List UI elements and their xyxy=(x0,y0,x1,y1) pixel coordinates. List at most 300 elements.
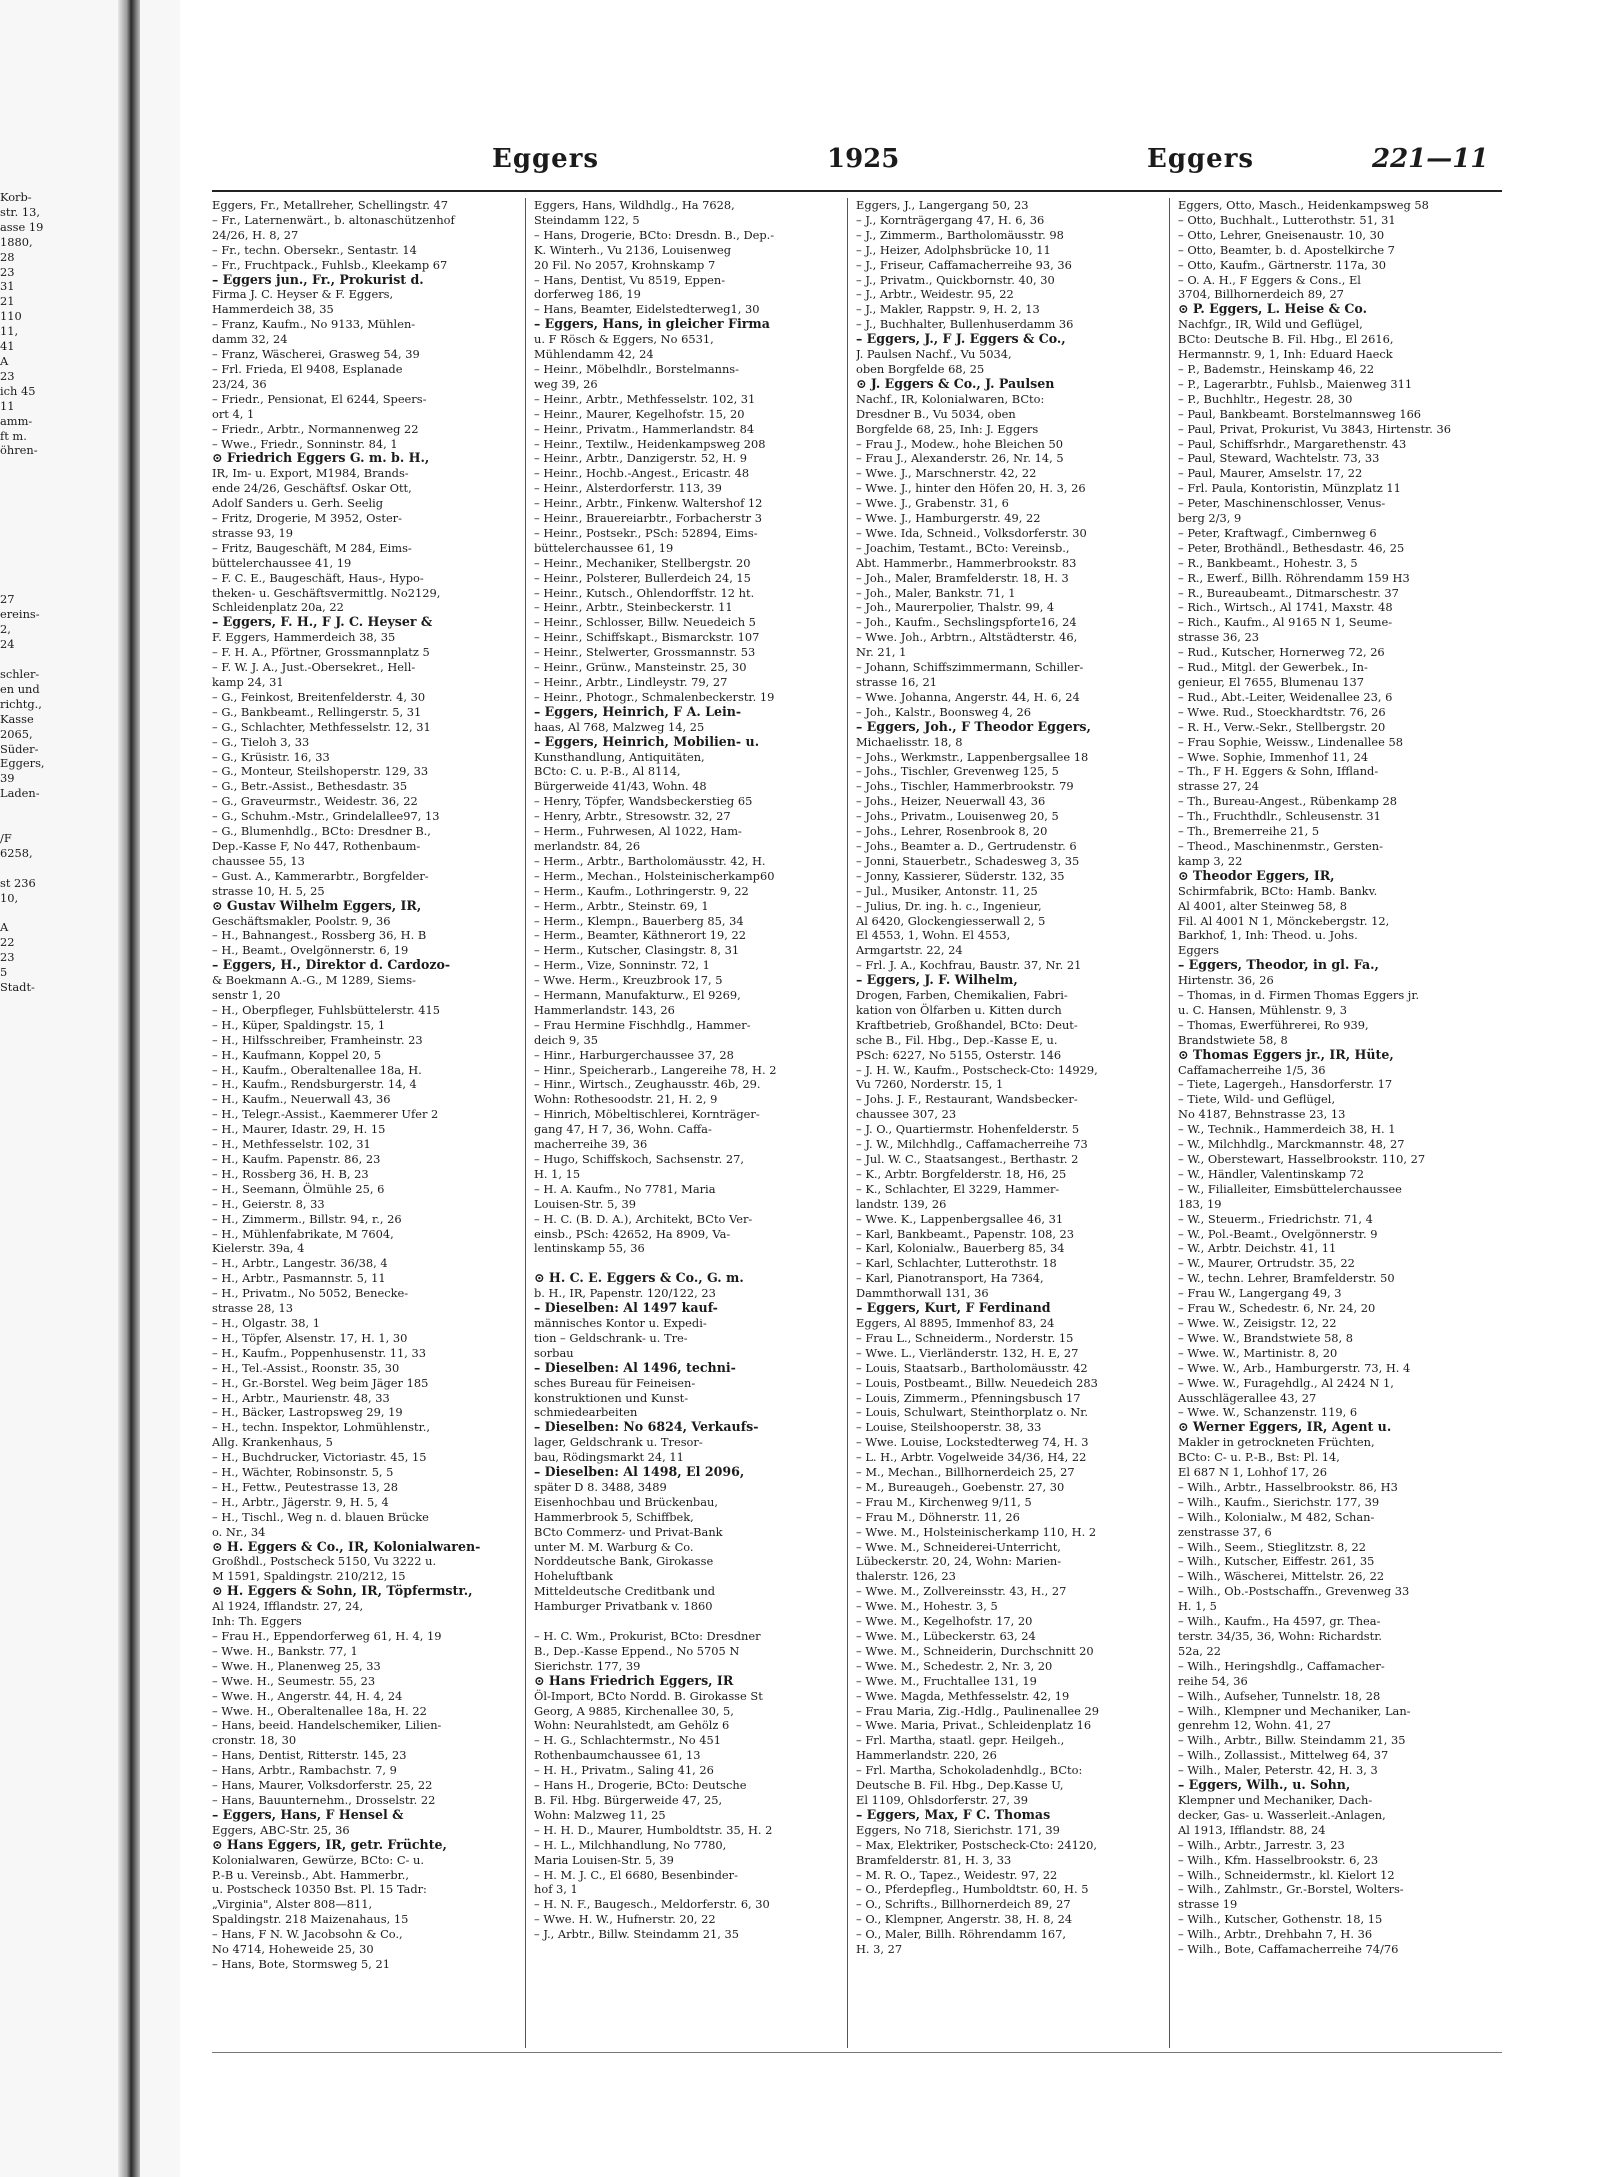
directory-entry: – Henry, Arbtr., Stresowstr. 32, 27 xyxy=(534,809,731,824)
directory-entry: – Joh., Maurerpolier, Thalstr. 99, 4 xyxy=(856,600,1055,615)
directory-entry: – F. H. A., Pförtner, Grossmannplatz 5 xyxy=(212,645,430,660)
directory-entry: Caffamacherreihe 1/5, 36 xyxy=(1178,1062,1326,1077)
directory-entry: – Heinr., Kutsch., Ohlendorffstr. 12 ht. xyxy=(534,585,755,600)
cut-entry xyxy=(0,458,95,473)
cut-entry: 10, xyxy=(0,890,19,905)
directory-entry: – Hugo, Schiffskoch, Sachsenstr. 27, xyxy=(534,1152,744,1166)
directory-entry: – Heinr., Textilw., Heidenkampsweg 208 xyxy=(534,436,766,451)
directory-entry: – Friedr., Arbtr., Normannenweg 22 xyxy=(212,421,419,436)
directory-columns xyxy=(212,198,1502,2048)
directory-entry: – G., Blumenhdlg., BCto: Dresdner B., xyxy=(212,824,431,839)
directory-entry: Eggers, Hans, Wildhdlg., Ha 7628, xyxy=(534,198,735,212)
directory-entry: Steindamm 122, 5 xyxy=(534,212,640,227)
directory-entry: weg 39, 26 xyxy=(534,376,598,391)
directory-entry: – Johs. J. F., Restaurant, Wandsbecker- xyxy=(856,1092,1078,1107)
directory-entry: Louisen-Str. 5, 39 xyxy=(534,1196,636,1211)
directory-entry: – Wilh., Kaufm., Ha 4597, gr. Thea- xyxy=(1178,1614,1381,1629)
directory-entry: senstr 1, 20 xyxy=(212,988,281,1003)
directory-entry: M 1591, Spaldingstr. 210/212, 15 xyxy=(212,1569,406,1584)
directory-entry: chaussee 55, 13 xyxy=(212,853,305,868)
directory-entry: – H., Arbtr., Pasmannstr. 5, 11 xyxy=(212,1271,386,1286)
directory-entry: Rothenbaumchaussee 61, 13 xyxy=(534,1748,701,1763)
directory-entry: – Wwe. W., Zeisigstr. 12, 22 xyxy=(1178,1315,1337,1330)
directory-entry: – Eggers, Wilh., u. Sohn, xyxy=(1178,1778,1351,1793)
directory-entry: – Frau J., Modew., hohe Bleichen 50 xyxy=(856,436,1063,451)
directory-entry: – Wwe. M., Fruchtallee 131, 19 xyxy=(856,1673,1037,1688)
directory-entry: – H., Telegr.-Assist., Kaemmerer Ufer 2 xyxy=(212,1107,439,1122)
directory-entry: – Eggers, Heinrich, Mobilien- u. xyxy=(534,734,760,749)
directory-entry: – Rud., Mitgl. der Gewerbek., In- xyxy=(1178,660,1368,675)
directory-entry: Eggers, ABC-Str. 25, 36 xyxy=(212,1822,350,1837)
cut-entry: 5 xyxy=(0,965,8,980)
cut-entry: 23 xyxy=(0,368,15,383)
directory-entry: Dammthorwall 131, 36 xyxy=(856,1286,989,1301)
directory-entry: – Joh., Kaufm., Sechslingspforte16, 24 xyxy=(856,615,1077,630)
cut-entry: 21 xyxy=(0,294,15,309)
directory-entry: – Johs., Heizer, Neuerwall 43, 36 xyxy=(856,794,1046,809)
directory-entry: – H., Tischl., Weg n. d. blauen Brücke xyxy=(212,1509,429,1524)
directory-entry: ⊙ Friedrich Eggers G. m. b. H., xyxy=(212,451,430,466)
directory-entry: – W., Oberstewart, Hasselbrookstr. 110, 27 xyxy=(1178,1152,1426,1166)
directory-entry: – H. L., Milchhandlung, No 7780, xyxy=(534,1837,727,1852)
cut-entry: 110 xyxy=(0,309,22,324)
directory-entry: – Paul, Privat, Prokurist, Vu 3843, Hirtenstr. 36 xyxy=(1178,421,1451,436)
directory-entry: – Th., F H. Eggers & Sohn, Iffland- xyxy=(1178,764,1379,779)
cut-entry xyxy=(0,578,95,593)
directory-entry: Nachfgr., IR, Wild und Geflügel, xyxy=(1178,317,1363,332)
directory-entry: – Wwe. H., Oberaltenallee 18a, H. 22 xyxy=(212,1703,427,1718)
cut-entry: amm- xyxy=(0,413,33,428)
directory-entry: – Wwe. Magda, Methfesselstr. 42, 19 xyxy=(856,1688,1070,1703)
directory-entry: – Heinr., Postsekr., PSch: 52894, Eims- xyxy=(534,525,758,540)
directory-entry: – J., Buchhalter, Bullenhuserdamm 36 xyxy=(856,317,1074,332)
directory-entry: strasse 10, H. 5, 25 xyxy=(212,883,325,898)
directory-entry: – Hinr., Harburgerchaussee 37, 28 xyxy=(534,1047,734,1062)
directory-entry: – Herm., Vize, Sonninstr. 72, 1 xyxy=(534,958,710,973)
directory-entry: – Wwe. J., hinter den Höfen 20, H. 3, 26 xyxy=(856,481,1086,496)
directory-entry: Hammerlandstr. 143, 26 xyxy=(534,1002,675,1017)
directory-entry: thalerstr. 126, 23 xyxy=(856,1569,956,1584)
directory-entry: Barkhof, 1, Inh: Theod. u. Johs. xyxy=(1178,928,1358,943)
directory-entry: – H., Küper, Spaldingstr. 15, 1 xyxy=(212,1017,386,1032)
directory-entry: Wohn: Rothesoodstr. 21, H. 2, 9 xyxy=(534,1092,718,1107)
directory-entry: – Eggers, J., F J. Eggers & Co., xyxy=(856,332,1066,347)
directory-entry: – Paul, Maurer, Amselstr. 17, 22 xyxy=(1178,466,1363,481)
directory-entry: B. Fil. Hbg. Bürgerweide 47, 25, xyxy=(534,1792,723,1807)
directory-entry: Hirtenstr. 36, 26 xyxy=(1178,973,1274,988)
directory-entry: – Wwe. J., Hamburgerstr. 49, 22 xyxy=(856,511,1041,526)
directory-entry: – Louis, Staatsarb., Bartholomäusstr. 42 xyxy=(856,1360,1088,1375)
directory-entry: – W., Milchhdlg., Marckmannstr. 48, 27 xyxy=(1178,1137,1405,1152)
cut-entry: 23 xyxy=(0,264,15,279)
directory-entry: – M., Mechan., Billhornerdeich 25, 27 xyxy=(856,1465,1075,1480)
directory-entry: – W., Händler, Valentinskamp 72 xyxy=(1178,1166,1365,1181)
directory-entry: ⊙ H. Eggers & Sohn, IR, Töpfermstr., xyxy=(212,1584,473,1599)
directory-entry: – Hans, Bote, Stormsweg 5, 21 xyxy=(212,1956,390,1971)
column-divider xyxy=(847,198,848,2048)
directory-entry: – Wwe. L., Vierländerstr. 132, H. E, 27 xyxy=(856,1345,1079,1360)
directory-entry: – Hinr., Speicherarb., Langereihe 78, H. 2 xyxy=(534,1062,777,1077)
directory-entry: – Paul, Schiffsrhdr., Margarethenstr. 43 xyxy=(1178,436,1407,451)
directory-entry: – Wilh., Maler, Peterstr. 42, H. 3, 3 xyxy=(1178,1763,1378,1778)
directory-entry: – Heinr., Arbtr., Lindleystr. 79, 27 xyxy=(534,675,728,689)
directory-entry: dorferweg 186, 19 xyxy=(534,287,641,302)
directory-entry: – Frau Hermine Fischhdlg., Hammer- xyxy=(534,1017,751,1032)
directory-entry: Brandstwiete 58, 8 xyxy=(1178,1032,1288,1047)
directory-entry: – Wwe. M., Schneiderei-Unterricht, xyxy=(856,1539,1061,1554)
directory-entry: – H., Kaufmann, Koppel 20, 5 xyxy=(212,1047,382,1062)
directory-entry: – Frau L., Schneiderm., Norderstr. 15 xyxy=(856,1330,1074,1345)
directory-entry: Eggers, No 718, Sierichstr. 171, 39 xyxy=(856,1822,1060,1837)
directory-entry: 23/24, 36 xyxy=(212,376,267,391)
directory-entry: – Hans, beeid. Handelschemiker, Lilien- xyxy=(212,1718,442,1733)
directory-entry: Eisenhochbau und Brückenbau, xyxy=(534,1494,718,1509)
directory-entry: – Dieselben: Al 1497 kauf- xyxy=(534,1301,718,1316)
directory-entry: B., Dep.-Kasse Eppend., No 5705 N xyxy=(534,1643,740,1658)
directory-entry: – Otto, Buchhalt., Lutterothstr. 51, 31 xyxy=(1178,212,1396,227)
directory-entry: Eggers, Fr., Metallreher, Schellingstr. 47 xyxy=(212,198,449,212)
cut-entry: /F xyxy=(0,830,12,845)
directory-entry: Nachf., IR, Kolonialwaren, BCto: xyxy=(856,391,1045,406)
directory-entry: merlandstr. 84, 26 xyxy=(534,838,641,853)
directory-entry: – Johs., Lehrer, Rosenbrook 8, 20 xyxy=(856,824,1048,839)
directory-entry: – H., Oberpfleger, Fuhlsbüttelerstr. 415 xyxy=(212,1002,441,1017)
directory-entry: – Wwe. Maria, Privat., Schleidenplatz 16 xyxy=(856,1718,1092,1733)
cut-entry xyxy=(0,503,95,518)
directory-entry: – H., Arbtr., Jägerstr. 9, H. 5, 4 xyxy=(212,1494,389,1509)
directory-entry: El 687 N 1, Lohhof 17, 26 xyxy=(1178,1465,1328,1480)
directory-entry: – Frau M., Kirchenweg 9/11, 5 xyxy=(856,1494,1032,1509)
directory-entry: Eggers, Otto, Masch., Heidenkampsweg 58 xyxy=(1178,198,1429,212)
directory-entry: – M. R. O., Tapez., Weidestr. 97, 22 xyxy=(856,1867,1058,1882)
directory-entry: IR, Im- u. Export, M1984, Brands- xyxy=(212,466,409,481)
directory-entry: BCto Commerz- und Privat-Bank xyxy=(534,1524,723,1539)
cut-entry xyxy=(0,488,95,503)
directory-entry: konstruktionen und Kunst- xyxy=(534,1390,689,1405)
directory-entry: – Hermann, Manufakturw., El 9269, xyxy=(534,988,741,1003)
directory-entry: – Johs., Werkmstr., Lappenbergsallee 18 xyxy=(856,749,1089,764)
directory-entry: – Heinr., Möbelhdlr., Borstelmanns- xyxy=(534,361,739,376)
directory-entry: – J., Privatm., Quickbornstr. 40, 30 xyxy=(856,272,1055,287)
directory-entry: – J. O., Quartiermstr. Hohenfelderstr. 5 xyxy=(856,1122,1080,1137)
directory-entry: – H., Maurer, Idastr. 29, H. 15 xyxy=(212,1122,386,1137)
directory-entry: Dresdner B., Vu 5034, oben xyxy=(856,406,1016,421)
directory-entry: – J. W., Milchhdlg., Caffamacherreihe 73 xyxy=(856,1137,1088,1152)
directory-entry: Drogen, Farben, Chemikalien, Fabri- xyxy=(856,988,1068,1003)
directory-entry: – Tiete, Wild- und Geflügel, xyxy=(1178,1092,1336,1107)
directory-entry: – Wilh., Zahlmstr., Gr.-Borstel, Wolters- xyxy=(1178,1882,1404,1897)
directory-entry: ort 4, 1 xyxy=(212,406,255,421)
directory-entry: theken- u. Geschäftsvermittlg. No2129, xyxy=(212,585,441,600)
directory-entry: kamp 3, 22 xyxy=(1178,853,1243,868)
directory-entry: – Eggers, Max, F C. Thomas xyxy=(856,1807,1051,1822)
directory-entry: – H., Seemann, Ölmühle 25, 6 xyxy=(212,1181,385,1196)
directory-entry: – Wwe. Herm., Kreuzbrook 17, 5 xyxy=(534,973,723,988)
directory-entry: – Wwe. W., Brandstwiete 58, 8 xyxy=(1178,1330,1354,1345)
directory-entry: – H., Geierstr. 8, 33 xyxy=(212,1196,325,1211)
directory-entry: – Wilh., Wäscherei, Mittelstr. 26, 22 xyxy=(1178,1569,1385,1584)
directory-entry: – Hans, F N. W. Jacobsohn & Co., xyxy=(212,1927,403,1942)
directory-entry: – Wwe. H., Bankstr. 77, 1 xyxy=(212,1643,358,1658)
directory-entry: – Rud., Kutscher, Hornerweg 72, 26 xyxy=(1178,645,1385,660)
directory-entry: Kolonialwaren, Gewürze, BCto: C- u. xyxy=(212,1852,424,1867)
directory-entry: BCto: C. u. P.-B., Al 8114, xyxy=(534,764,681,779)
directory-entry: – H., Methfesselstr. 102, 31 xyxy=(212,1137,371,1152)
running-head-year: 1925 xyxy=(827,144,900,174)
directory-entry: – Wwe. M., Hohestr. 3, 5 xyxy=(856,1599,998,1614)
directory-entry: – Julius, Dr. ing. h. c., Ingenieur, xyxy=(856,898,1042,913)
directory-entry: – Tiete, Lagergeh., Hansdorferstr. 17 xyxy=(1178,1077,1393,1092)
directory-entry: – Wwe. Joh., Arbtrn., Altstädterstr. 46, xyxy=(856,630,1078,645)
directory-entry: – Hans, Arbtr., Rambachstr. 7, 9 xyxy=(212,1763,397,1778)
directory-entry: – Friedr., Pensionat, El 6244, Speers- xyxy=(212,391,427,406)
directory-entry: – Wwe. M., Schedestr. 2, Nr. 3, 20 xyxy=(856,1658,1053,1673)
directory-entry: büttelerchaussee 61, 19 xyxy=(534,540,674,555)
cut-entry xyxy=(0,473,95,488)
directory-entry: – Karl, Kolonialw., Bauerberg 85, 34 xyxy=(856,1241,1065,1256)
directory-entry: – M., Bureaugeh., Goebenstr. 27, 30 xyxy=(856,1479,1065,1494)
column-2 xyxy=(534,198,839,2048)
directory-entry: – O., Klempner, Angerstr. 38, H. 8, 24 xyxy=(856,1912,1073,1927)
directory-entry: – Wilh., Bote, Caffamacherreihe 74/76 xyxy=(1178,1942,1399,1957)
directory-entry: – H., Arbtr., Langestr. 36/38, 4 xyxy=(212,1256,388,1271)
cut-entry: 39 xyxy=(0,771,15,786)
directory-entry: – H., Olgastr. 38, 1 xyxy=(212,1315,321,1330)
directory-entry: Mühlendamm 42, 24 xyxy=(534,347,654,362)
directory-entry: – Jul. W. C., Staatsangest., Berthastr. 2 xyxy=(856,1152,1079,1166)
directory-entry: Maria Louisen-Str. 5, 39 xyxy=(534,1852,674,1867)
directory-entry: – Wwe. M., Schneiderin, Durchschnitt 20 xyxy=(856,1643,1094,1658)
directory-entry: – Wwe. J., Grabenstr. 31, 6 xyxy=(856,496,1009,511)
directory-entry: H. 1, 5 xyxy=(1178,1599,1217,1614)
directory-entry: – H., Buchdrucker, Victoriastr. 45, 15 xyxy=(212,1450,427,1465)
directory-entry: gang 47, H 7, 36, Wohn. Caffa- xyxy=(534,1122,712,1137)
directory-entry: u. F Rösch & Eggers, No 6531, xyxy=(534,332,714,347)
directory-entry: – Wwe. Ida, Schneid., Volksdorferstr. 30 xyxy=(856,525,1087,540)
cut-entry: en und xyxy=(0,681,40,696)
directory-entry: – Dieselben: Al 1496, techni- xyxy=(534,1360,736,1375)
directory-entry: – Johs., Tischler, Grevenweg 125, 5 xyxy=(856,764,1059,779)
directory-entry: – Dieselben: Al 1498, El 2096, xyxy=(534,1465,745,1480)
directory-entry: – O., Schrifts., Billhornerdeich 89, 27 xyxy=(856,1897,1071,1912)
directory-entry: Abt. Hammerbr., Hammerbrookstr. 83 xyxy=(856,555,1077,570)
cut-entry xyxy=(0,816,95,831)
directory-entry: – Joachim, Testamt., BCto: Vereinsb., xyxy=(856,540,1070,555)
directory-entry: – H., Gr.-Borstel. Weg beim Jäger 185 xyxy=(212,1375,429,1390)
cut-entry: Korb- xyxy=(0,190,32,204)
directory-entry: – Wwe. M., Zollvereinsstr. 43, H., 27 xyxy=(856,1584,1067,1599)
directory-entry: – Wwe. W., Martinistr. 8, 20 xyxy=(1178,1345,1338,1360)
directory-entry: – Frau Sophie, Weissw., Lindenallee 58 xyxy=(1178,734,1404,749)
directory-entry: – Heinr., Schlosser, Billw. Neuedeich 5 xyxy=(534,615,756,630)
directory-entry: – H., Wächter, Robinsonstr. 5, 5 xyxy=(212,1465,394,1480)
directory-entry: ⊙ Thomas Eggers jr., IR, Hüte, xyxy=(1178,1047,1394,1062)
directory-entry: – Wilh., Kolonialw., M 482, Schan- xyxy=(1178,1509,1375,1524)
directory-entry: – Heinr., Arbtr., Steinbeckerstr. 11 xyxy=(534,600,733,615)
directory-entry: – Wwe. M., Kegelhofstr. 17, 20 xyxy=(856,1614,1033,1629)
page-header xyxy=(212,140,1502,180)
directory-entry: zenstrasse 37, 6 xyxy=(1178,1524,1272,1539)
directory-entry: – Hinr., Wirtsch., Zeughausstr. 46b, 29. xyxy=(534,1077,761,1092)
directory-entry: – H., Kaufm., Neuerwall 43, 36 xyxy=(212,1092,391,1107)
directory-entry: – O., Maler, Billh. Röhrendamm 167, xyxy=(856,1927,1066,1942)
directory-entry: – Eggers, J. F. Wilhelm, xyxy=(856,973,1018,988)
directory-entry: – Otto, Beamter, b. d. Apostelkirche 7 xyxy=(1178,242,1395,257)
directory-entry: cronstr. 18, 30 xyxy=(212,1733,297,1748)
directory-entry: – H. H., Privatm., Saling 41, 26 xyxy=(534,1763,714,1778)
directory-entry: – J., Friseur, Caffamacherreihe 93, 36 xyxy=(856,257,1072,272)
directory-entry: – Wilh., Arbtr., Jarrestr. 3, 23 xyxy=(1178,1837,1345,1852)
directory-entry: – Louis, Zimmerm., Pfenningsbusch 17 xyxy=(856,1390,1081,1405)
directory-entry: Geschäftsmakler, Poolstr. 9, 36 xyxy=(212,913,391,928)
column-divider xyxy=(1169,198,1170,2048)
directory-entry: – J., Arbtr., Billw. Steindamm 21, 35 xyxy=(534,1927,740,1942)
directory-entry: – Wilh., Heringshdlg., Caffamacher- xyxy=(1178,1658,1385,1673)
directory-entry: Kunsthandlung, Antiquitäten, xyxy=(534,749,705,764)
column-divider xyxy=(525,198,526,2048)
directory-entry: – Jul., Musiker, Antonstr. 11, 25 xyxy=(856,883,1038,898)
directory-entry: – H. G., Schlachtermstr., No 451 xyxy=(534,1733,721,1748)
directory-entry: Borgfelde 68, 25, Inh: J. Eggers xyxy=(856,421,1039,436)
directory-entry: – Gust. A., Kammerarbtr., Borgfelder- xyxy=(212,868,429,883)
directory-entry: oben Borgfelde 68, 25 xyxy=(856,361,985,376)
directory-entry: Eggers, J., Langergang 50, 23 xyxy=(856,198,1029,212)
directory-entry: – Heinr., Polsterer, Bullerdeich 24, 15 xyxy=(534,570,751,585)
directory-entry: ⊙ Gustav Wilhelm Eggers, IR, xyxy=(212,898,422,913)
cut-entry xyxy=(0,801,95,816)
directory-entry: berg 2/3, 9 xyxy=(1178,511,1242,526)
column-3 xyxy=(856,198,1161,2048)
cut-entry: 6258, xyxy=(0,845,33,860)
directory-entry: deich 9, 35 xyxy=(534,1032,598,1047)
directory-entry: Vu 7260, Norderstr. 15, 1 xyxy=(856,1077,1004,1092)
directory-entry: hof 3, 1 xyxy=(534,1882,578,1897)
directory-entry: – Louis, Schulwart, Steinthorplatz o. Nr. xyxy=(856,1405,1089,1420)
directory-entry: – J., Zimmerm., Bartholomäusstr. 98 xyxy=(856,227,1064,242)
directory-entry: – Wwe. H. W., Hufnerstr. 20, 22 xyxy=(534,1912,716,1927)
directory-entry: – Heinr., Arbtr., Danzigerstr. 52, H. 9 xyxy=(534,451,748,466)
directory-entry: J. Paulsen Nachf., Vu 5034, xyxy=(856,347,1012,362)
directory-entry: – W., techn. Lehrer, Bramfelderstr. 50 xyxy=(1178,1271,1395,1286)
directory-entry: – Wilh., Ob.-Postschaffn., Grevenweg 33 xyxy=(1178,1584,1410,1599)
directory-entry: – R., Bankbeamt., Hohestr. 3, 5 xyxy=(1178,555,1358,570)
directory-entry: – Wilh., Zollassist., Mittelweg 64, 37 xyxy=(1178,1748,1389,1763)
directory-entry: – J., Arbtr., Weidestr. 95, 22 xyxy=(856,287,1014,302)
directory-entry: – O. A. H., F Eggers & Cons., El xyxy=(1178,272,1361,287)
directory-entry: – Karl, Schlachter, Lutterothstr. 18 xyxy=(856,1256,1057,1271)
directory-entry: – Fr., techn. Obersekr., Sentastr. 14 xyxy=(212,242,417,257)
directory-entry: – H. C. Wm., Prokurist, BCto: Dresdner xyxy=(534,1629,761,1643)
directory-entry: – R., Bureaubeamt., Ditmarschestr. 37 xyxy=(1178,585,1399,600)
directory-entry: – Heinr., Privatm., Hammerlandstr. 84 xyxy=(534,421,755,436)
directory-entry: – Wilh., Kutscher, Eiffestr. 261, 35 xyxy=(1178,1554,1375,1569)
directory-entry: – J., Kornträgergang 47, H. 6, 36 xyxy=(856,212,1045,227)
directory-entry: – H. N. F., Baugesch., Meldorferstr. 6, 30 xyxy=(534,1897,770,1912)
directory-entry: – J., Heizer, Adolphsbrücke 10, 11 xyxy=(856,242,1051,257)
directory-entry: ⊙ Hans Eggers, IR, getr. Früchte, xyxy=(212,1837,447,1852)
directory-entry: – G., Bankbeamt., Rellingerstr. 5, 31 xyxy=(212,704,422,719)
cut-entry: 11, xyxy=(0,324,19,339)
directory-entry: – Wilh., Arbtr., Drehbahn 7, H. 36 xyxy=(1178,1927,1373,1942)
directory-entry: kamp 24, 31 xyxy=(212,675,284,689)
column-4 xyxy=(1178,198,1483,2048)
directory-entry: 52a, 22 xyxy=(1178,1643,1222,1658)
directory-entry: – Otto, Kaufm., Gärtnerstr. 117a, 30 xyxy=(1178,257,1386,272)
directory-entry: – G., Krüsistr. 16, 33 xyxy=(212,749,330,764)
directory-entry: – Frl. Paula, Kontoristin, Münzplatz 11 xyxy=(1178,481,1401,496)
directory-entry: – W., Filialleiter, Eimsbüttelerchaussee xyxy=(1178,1181,1402,1196)
directory-entry: bau, Rödingsmarkt 24, 11 xyxy=(534,1450,684,1465)
directory-entry: – Hans, Maurer, Volksdorferstr. 25, 22 xyxy=(212,1778,433,1793)
directory-entry: – H., Kaufm., Oberaltenallee 18a, H. xyxy=(212,1062,422,1077)
directory-entry: – Wwe. H., Planenweg 25, 33 xyxy=(212,1658,381,1673)
directory-entry: reihe 54, 36 xyxy=(1178,1673,1248,1688)
directory-entry: – Paul, Steward, Wachtelstr. 73, 33 xyxy=(1178,451,1380,466)
directory-entry: b. H., IR, Papenstr. 120/122, 23 xyxy=(534,1286,716,1301)
directory-entry: – P., Lagerarbtr., Fuhlsb., Maienweg 311 xyxy=(1178,376,1413,391)
directory-entry: sorbau xyxy=(534,1345,574,1360)
cut-entry: Stadt- xyxy=(0,980,35,995)
directory-entry: Eggers xyxy=(1178,943,1219,958)
directory-entry: Hammerlandstr. 220, 26 xyxy=(856,1748,997,1763)
directory-entry: – Karl, Pianotransport, Ha 7364, xyxy=(856,1271,1044,1286)
directory-entry: Hermannstr. 9, 1, Inh: Eduard Haeck xyxy=(1178,347,1393,362)
directory-entry: – Frau W., Langergang 49, 3 xyxy=(1178,1286,1342,1301)
directory-entry: strasse 19 xyxy=(1178,1897,1238,1912)
directory-entry: – Wilh., Arbtr., Hasselbrookstr. 86, H3 xyxy=(1178,1479,1398,1494)
directory-entry: haas, Al 768, Malzweg 14, 25 xyxy=(534,719,705,734)
directory-entry: – Jonni, Stauerbetr., Schadesweg 3, 35 xyxy=(856,853,1080,868)
directory-entry: kation von Ölfarben u. Kitten durch xyxy=(856,1002,1062,1017)
directory-entry: – Hans, Beamter, Eidelstedterweg1, 30 xyxy=(534,302,760,317)
directory-entry: Hammerbrook 5, Schiffbek, xyxy=(534,1509,694,1524)
directory-entry: – Wwe. H., Seumestr. 55, 23 xyxy=(212,1673,376,1688)
directory-entry: – J., Makler, Rappstr. 9, H. 2, 13 xyxy=(856,302,1040,317)
directory-entry: – Henry, Töpfer, Wandsbeckerstieg 65 xyxy=(534,794,753,809)
directory-entry: BCto: Deutsche B. Fil. Hbg., El 2616, xyxy=(1178,332,1394,347)
directory-entry: – Eggers, Joh., F Theodor Eggers, xyxy=(856,719,1091,734)
directory-entry: – Frau M., Döhnerstr. 11, 26 xyxy=(856,1509,1020,1524)
directory-entry: – Wwe. J., Marschnerstr. 42, 22 xyxy=(856,466,1037,481)
directory-entry: Hoheluftbank xyxy=(534,1569,613,1584)
directory-entry: – Joh., Maler, Bramfelderstr. 18, H. 3 xyxy=(856,570,1069,585)
directory-entry: Spaldingstr. 218 Maizenahaus, 15 xyxy=(212,1912,409,1927)
directory-entry: Ausschlägerallee 43, 27 xyxy=(1178,1390,1317,1405)
directory-entry: Nr. 21, 1 xyxy=(856,645,907,660)
directory-entry: – Eggers, Hans, in gleicher Firma xyxy=(534,317,770,332)
cut-entry: str. 13, xyxy=(0,204,40,219)
directory-entry: – Heinr., Mechaniker, Stellbergstr. 20 xyxy=(534,555,751,570)
directory-entry: genieur, El 7655, Blumenau 137 xyxy=(1178,675,1365,689)
directory-entry: – Herm., Beamter, Käthnerort 19, 22 xyxy=(534,928,747,943)
directory-entry: – Heinr., Grünw., Mansteinstr. 25, 30 xyxy=(534,660,747,675)
directory-entry: – Heinr., Schiffskapt., Bismarckstr. 107 xyxy=(534,630,760,645)
directory-entry: H. 3, 27 xyxy=(856,1942,903,1957)
cut-entry xyxy=(0,906,95,921)
column-1 xyxy=(212,198,517,2048)
directory-entry: – Johann, Schiffszimmermann, Schiller- xyxy=(856,660,1084,675)
directory-entry: No 4714, Hoheweide 25, 30 xyxy=(212,1942,374,1957)
directory-entry: – H. A. Kaufm., No 7781, Maria xyxy=(534,1181,716,1196)
directory-entry: chaussee 307, 23 xyxy=(856,1107,957,1122)
directory-entry: – Herm., Arbtr., Bartholomäusstr. 42, H. xyxy=(534,853,766,868)
directory-entry: BCto: C- u. P.-B., Bst: Pl. 14, xyxy=(1178,1450,1340,1465)
directory-entry: sche B., Fil. Hbg., Dep.-Kasse E, u. xyxy=(856,1032,1058,1047)
directory-entry: – G., Monteur, Steilshoperstr. 129, 33 xyxy=(212,764,429,779)
directory-entry: – H., Kaufm., Poppenhusenstr. 11, 33 xyxy=(212,1345,427,1360)
directory-entry: – Louise, Steilshooperstr. 38, 33 xyxy=(856,1420,1042,1435)
directory-entry: Norddeutsche Bank, Girokasse xyxy=(534,1554,714,1569)
